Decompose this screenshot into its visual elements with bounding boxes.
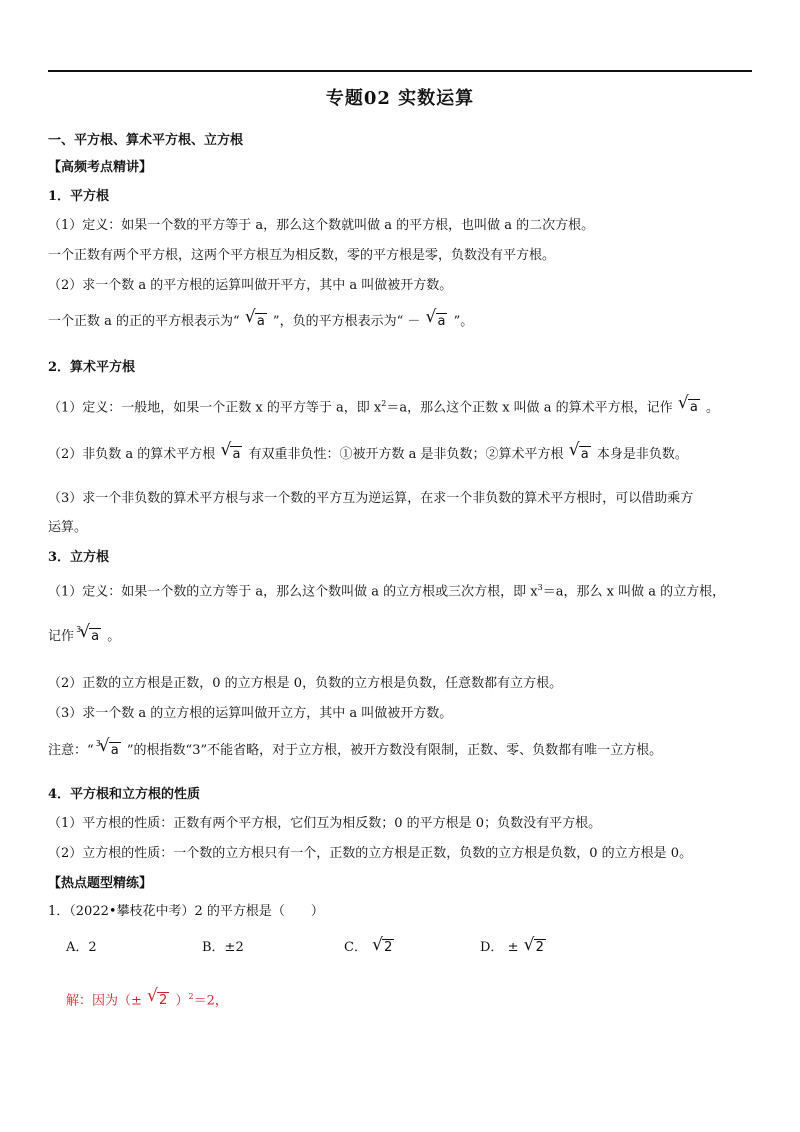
- s3-p1d-text: 。: [107, 629, 121, 644]
- radicand: a: [437, 314, 446, 329]
- exponent: 3: [537, 583, 543, 592]
- solution-text-b: ）: [175, 993, 189, 1009]
- radicand: 2: [384, 940, 393, 955]
- s1-p1: （1）定义：如果一个数的平方等于 a，那么这个数就叫做 a 的平方根，也叫做 a 的二次方根。: [48, 218, 595, 233]
- s2-p1-text-c: 。: [705, 400, 719, 416]
- s3-p1c: [48, 625, 121, 645]
- radicand: a: [232, 447, 241, 462]
- sqrt-2: [148, 992, 169, 1009]
- page-title: 专题02 实数运算: [325, 88, 475, 109]
- option-c: [344, 936, 396, 955]
- option-d-label: D．: [480, 940, 504, 955]
- radicand: 2: [159, 993, 168, 1009]
- question-1-stem: 1．（2022•攀枝花中考）2 的平方根是（ ）: [48, 904, 324, 919]
- s1-p3: （2）求一个数 a 的平方根的运算叫做开平方，其中 a 叫做被开方数。: [48, 278, 453, 293]
- sqrt-a-negative: [427, 313, 448, 330]
- plus-minus: ±: [507, 940, 519, 955]
- solution-text-c: ＝2，: [193, 993, 228, 1009]
- s3-p1-text-b: ＝a，那么 x 叫做 a 的立方根，: [542, 584, 726, 600]
- s2-p1-text-a: （1）定义：一般地，如果一个正数 x 的平方等于 a，即 x: [48, 400, 382, 416]
- s2-p1-text-b: ＝a，那么这个正数 x 叫做 a 的算术平方根，记作: [386, 400, 673, 416]
- s1-p2: 一个正数有两个平方根，这两个平方根互为相反数，零的平方根是零，负数没有平方根。: [48, 248, 556, 263]
- s3-p1: [48, 580, 725, 600]
- s3-note-b: ”的根指数“3”不能省略，对于立方根，被开方数没有限制，正数、零、负数都有唯一立方根。: [126, 743, 663, 758]
- s3-p1c-text: 记作: [48, 629, 75, 644]
- sqrt-2: [373, 939, 394, 955]
- option-d: [480, 936, 548, 955]
- s3-p1-text-a: （1）定义：如果一个数的立方等于 a，那么这个数叫做 a 的立方根或三次方根，即 x: [48, 584, 538, 600]
- heading-square-root: 1．平方根: [48, 189, 110, 204]
- s1-p4: [48, 313, 473, 330]
- heading-jiangjie: 【高频考点精讲】: [48, 160, 153, 175]
- s2-p2-text-a: （2）非负数 a 的算术平方根: [48, 447, 216, 462]
- heading-properties: 4．平方根和立方根的性质: [48, 787, 201, 802]
- radicand: 2: [535, 940, 544, 955]
- sqrt-2: [525, 939, 546, 955]
- exponent: 2: [188, 992, 194, 1001]
- s3-note: [48, 739, 663, 759]
- option-c-label: C．: [344, 940, 367, 955]
- heading-lianxi: 【热点题型精练】: [48, 876, 153, 891]
- sqrt-a: [570, 446, 591, 463]
- radicand: a: [580, 447, 589, 462]
- s2-p1: [48, 396, 719, 416]
- s2-p2: [48, 446, 688, 463]
- top-rule: [48, 70, 752, 72]
- neg-sign: －: [407, 314, 421, 329]
- cbrt-a: [95, 739, 121, 759]
- cbrt-a: [76, 625, 101, 645]
- radicand: a: [689, 400, 698, 416]
- s3-p2: （2）正数的立方根是正数，0 的立方根是 0，负数的立方根是负数，任意数都有立方根。: [48, 676, 563, 691]
- radicand: a: [110, 743, 119, 758]
- option-b: B．±2: [202, 940, 244, 955]
- solution-text-a: 解：因为（±: [66, 993, 142, 1009]
- solution-line: [66, 989, 228, 1009]
- s2-p3b: 运算。: [48, 520, 88, 535]
- s2-p3: （3）求一个非负数的算术平方根与求一个数的平方互为逆运算，在求一个非负数的算术平方根时，可以借助乘方: [48, 491, 694, 506]
- s3-note-a: 注意：“: [48, 743, 94, 758]
- heading-arith-root: 2．算术平方根: [48, 360, 136, 375]
- exponent: 2: [381, 399, 387, 408]
- root-index: √ 3: [95, 739, 101, 748]
- option-a: A．2: [66, 940, 97, 955]
- s1-p4-text-b: ”，负的平方根表示为“: [272, 314, 404, 329]
- heading-cube-root: 3．立方根: [48, 550, 110, 565]
- sqrt-a: [246, 313, 267, 330]
- s4-p1: （1）平方根的性质：正数有两个平方根，它们互为相反数；0 的平方根是 0；负数没有平方根。: [48, 816, 602, 831]
- s1-p4-text-a: 一个正数 a 的正的平方根表示为“: [48, 314, 240, 329]
- sqrt-a: [221, 446, 242, 463]
- sqrt-a: [679, 399, 700, 416]
- radicand: a: [91, 629, 100, 644]
- radicand: a: [256, 314, 265, 329]
- s2-p2-text-c: 本身是非负数。: [596, 447, 688, 462]
- s3-p3: （3）求一个数 a 的立方根的运算叫做开立方，其中 a 叫做被开方数。: [48, 706, 453, 721]
- s4-p2: （2）立方根的性质：一个数的立方根只有一个，正数的立方根是正数，负数的立方根是负数，0 的立方根是 0。: [48, 846, 693, 861]
- s2-p2-text-b: 有双重非负性：①被开方数 a 是非负数；②算术平方根: [248, 447, 564, 462]
- section-heading: 一、平方根、算术平方根、立方根: [48, 133, 244, 148]
- s1-p4-text-c: ”。: [453, 314, 474, 329]
- root-index: √ 3: [76, 625, 82, 634]
